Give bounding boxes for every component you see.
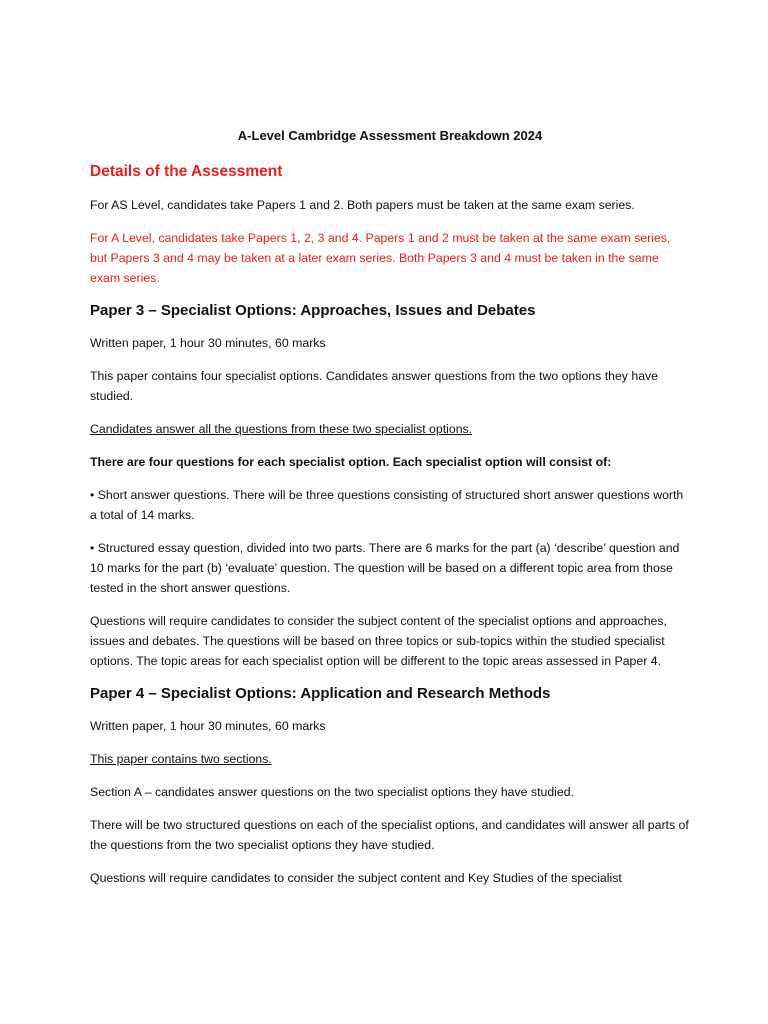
paper3-heading: Paper 3 – Specialist Options: Approaches, Issues and Debates xyxy=(90,302,536,319)
paper4-section-a: Section A – candidates answer questions on the two specialist options they have studied. xyxy=(90,785,574,799)
paper3-instruction: Candidates answer all the questions from these two specialist options. xyxy=(90,422,473,436)
document-title: A-Level Cambridge Assessment Breakdown 2024 xyxy=(237,128,543,143)
paper3-intro: This paper contains four specialist options. Candidates answer questions from the two options they have studied. xyxy=(90,369,659,403)
paper4-format: Written paper, 1 hour 30 minutes, 60 marks xyxy=(90,719,326,733)
paper3-structure: There are four questions for each specialist option. Each specialist option will consist of: xyxy=(90,455,612,469)
paper3-requirements: Questions will require candidates to consider the subject content of the specialist options and approaches, issues and debates. The questions will be based on three topics or sub-topics within the studied specialist options. The topic areas for each specialist option will be different to the topic areas assessed in Paper 4. xyxy=(90,614,667,668)
paper4-section-a-detail: There will be two structured questions on each of the specialist options, and candidates will answer all parts of the questions from the two specialist options they have studied. xyxy=(90,818,689,852)
paper4-heading: Paper 4 – Specialist Options: Application and Research Methods xyxy=(90,685,551,702)
as-level-paragraph: For AS Level, candidates take Papers 1 and 2. Both papers must be taken at the same exam series. xyxy=(90,198,635,212)
a-level-paragraph: For A Level, candidates take Papers 1, 2, 3 and 4. Papers 1 and 2 must be taken at the same exam series, but Papers 3 and 4 may be taken at a later exam series. Both Papers 3 and 4 must be taken in the same exam series. xyxy=(90,231,671,285)
paper4-requirements: Questions will require candidates to consider the subject content and Key Studies of the specialist xyxy=(90,871,622,885)
details-heading: Details of the Assessment xyxy=(90,163,283,180)
paper3-bullet-short-answer: • Short answer questions. There will be three questions consisting of structured short answer questions worth a total of 14 marks. xyxy=(90,488,684,522)
paper4-sections-intro: This paper contains two sections. xyxy=(90,752,272,766)
document-body xyxy=(90,127,690,901)
paper3-format: Written paper, 1 hour 30 minutes, 60 marks xyxy=(90,336,326,350)
paper3-bullet-essay: • Structured essay question, divided into two parts. There are 6 marks for the part (a) ‘describe’ question and 10 marks for the part (b) ‘evaluate’ question. The question will be based on a different topic area from those tested in the short answer questions. xyxy=(90,541,680,595)
